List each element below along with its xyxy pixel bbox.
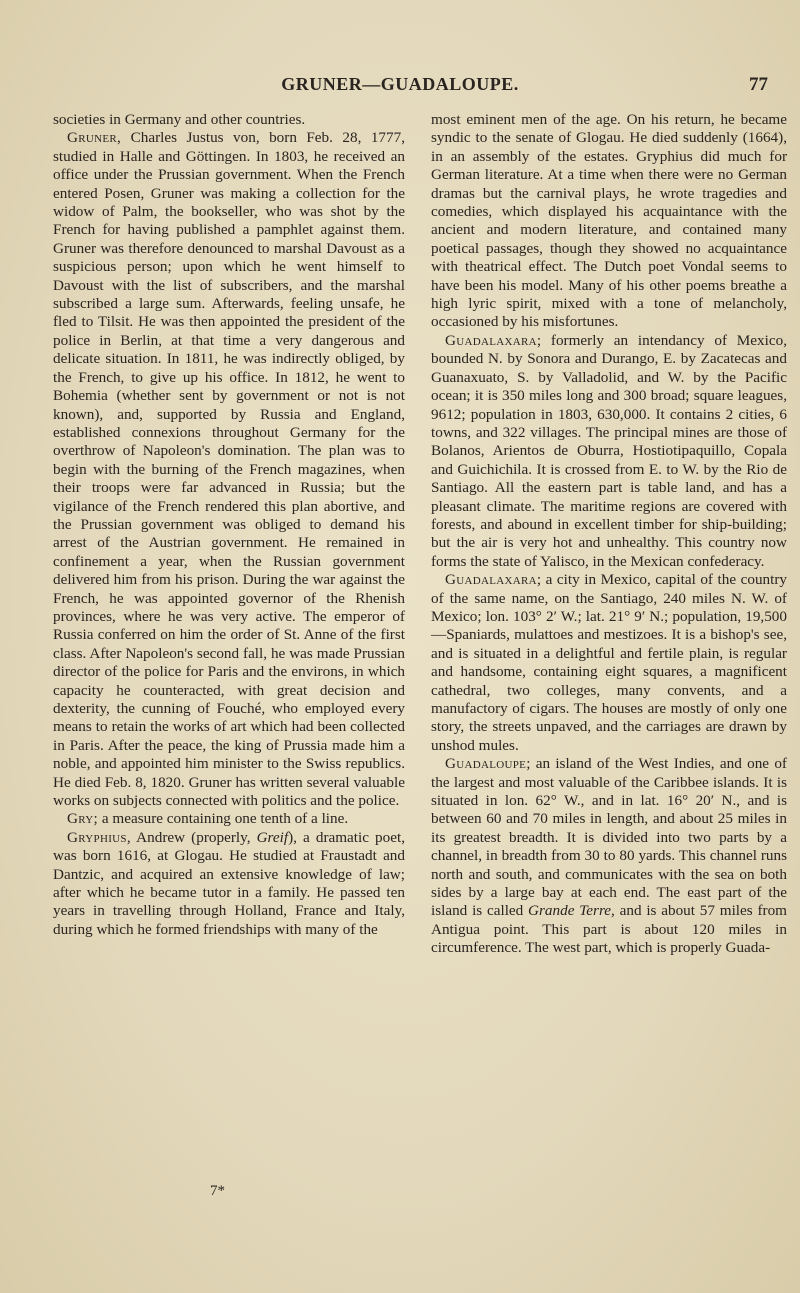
page-header bbox=[0, 74, 800, 100]
entry-gruner: Gruner, Charles Justus von, born Feb. 28, 1777, studied in Halle and Göttingen. In 1803, he received an office under the Prussian government. When the French entered Posen, Gruner was making a collection for the widow of Palm, the bookseller, who was shot by the French for having published a pamphlet against them. Gruner was therefore denounced to marshal Davoust as a suspicious person; upon which he went himself to Davoust with the list of subscribers, and the marshal subscribed a large sum. Afterwards, feeling unsafe, he fled to Tilsit. He was then appointed the president of the police in Berlin, at that time a very dangerous and delicate situation. In 1811, he was indirectly obliged, by the French, to give up his office. In 1812, he went to Bohemia (whether sent by government or not is not known), and, supported by Russia and England, established connexions throughout Germany for the overthrow of Napoleon's domination. The plan was to begin with the burning of the French magazines, when their troops were far advanced in Russia; but the vigilance of the French rendered this plan abortive, and the Prussian government was obliged to demand his arrest of the Austrian government. He remained in confinement a year, when the Russian government delivered him from his prison. During the war against the French, he was appointed governor of the Rhenish provinces, where he was very active. The emperor of Russia conferred on him the order of St. Anne of the first class. After Napoleon's second fall, he was made Prussian director of the police for Paris and the environs, in which capacity he counteracted, with great decision and dexterity, the cunning of Fouché, who employed every means to retain the works of art which had been collected in Paris. After the peace, the king of Prussia made him a noble, and appointed him minister to the Swiss republics. He died Feb. 8, 1820. Gruner has written several valuable works on subjects connected with politics and the police. bbox=[53, 129, 405, 810]
continued-paragraph: societies in Germany and other countries. bbox=[53, 111, 306, 128]
entry-headword: Gry; bbox=[67, 810, 99, 828]
entry-headword: Guadalaxara bbox=[445, 331, 537, 349]
entry-headword: Gryphius, bbox=[67, 828, 131, 846]
continued-paragraph: most eminent men of the age. On his return, he became syndic to the senate of Glogau. He died suddenly (1664), in an assembly of the estates. Gryphius did much for German literature. At a time when there were no German dramas but the carnival plays, he wrote tragedies and comedies, which displayed his acquaintance with the ancient and modern literature, and contained many poetical passages, though they showed no acquaintance with theatrical effect. The Dutch poet Vondal seems to have been his model. Many of his other poems breathe a high lyric spirit, mixed with a tone of melancholy, occasioned by his misfortunes. bbox=[431, 111, 787, 331]
entry-headword: Guadaloupe bbox=[445, 755, 527, 773]
entry-headword: Guadalaxara bbox=[445, 571, 537, 589]
entry-gry: Gry; a measure containing one tenth of a line. bbox=[67, 810, 349, 828]
entry-guadaloupe: Guadaloupe; an island of the West Indies, and one of the largest and most valuable of the Caribbee islands. It is situated in lon. 62° W., and in lat. 16° 20′ N., and is between 60 and 70 miles in length, and about 25 miles in its greatest breadth. It is divided into two parts by a channel, in breadth from 30 to 80 yards. This channel runs north and south, and communicates with the sea on both sides by a large bay at each end. The east part of the island is called Grande Terre, and is about 57 miles from Antigua point. This part is about 120 miles in circumference. The west part, which is properly Guada- bbox=[431, 755, 787, 957]
page-number: 77 bbox=[749, 74, 768, 95]
signature-mark: 7* bbox=[210, 1183, 225, 1199]
entry-guadalaxara-city: Guadalaxara; a city in Mexico, capital of the country of the same name, on the Santiago, 240 miles N. W. of Mexico; lon. 103° 2′ W.; lat. 21° 9′ N.; population, 19,500—Spaniards, mulattoes and mestizoes. It is a bishop's see, and is situated in a delightful and fertile plain, is regular and handsome, containing eight squares, a magnificent cathedral, two colleges, many convents, and a manufactory of cigars. The houses are mostly of only one story, the streets unpaved, and the carriages are drawn by unshod mules. bbox=[431, 571, 787, 754]
entry-gryphius: Gryphius, Andrew (properly, Greif), a dramatic poet, was born 1616, at Glogau. He studied at Fraustadt and Dantzic, and acquired an extensive knowledge of law; after which he became tutor in a family. He passed ten years in travelling through Holland, France and Italy, during which he formed friendships with many of the bbox=[53, 828, 406, 938]
running-head: GRUNER—GUADALOUPE. bbox=[281, 74, 519, 94]
entry-guadalaxara-intendancy: Guadalaxara; formerly an intendancy of Mexico, bounded N. by Sonora and Durango, E. by Zacatecas and Guanaxuato, S. by Valladolid, and W. by the Pacific ocean; it is 350 miles long and 300 broad; square leagues, 9612; population in 1803, 630,000. It contains 2 cities, 6 towns, and 322 villages. The principal mines are those of Bolanos, Arientos de Oburra, Hostiotipaquillo, Copala and Guichichila. It is crossed from E. to W. by the Rio de Santiago. All the eastern part is table land, and has a pleasant climate. The maritime regions are covered with forests, and abound in excellent timber for ship-building; but the air is very hot and unhealthy. This country now forms the state of Yalisco, in the Mexican confederacy. bbox=[431, 331, 787, 570]
right-column bbox=[431, 111, 787, 958]
left-column bbox=[53, 111, 405, 939]
entry-headword: Gruner, bbox=[67, 129, 122, 147]
